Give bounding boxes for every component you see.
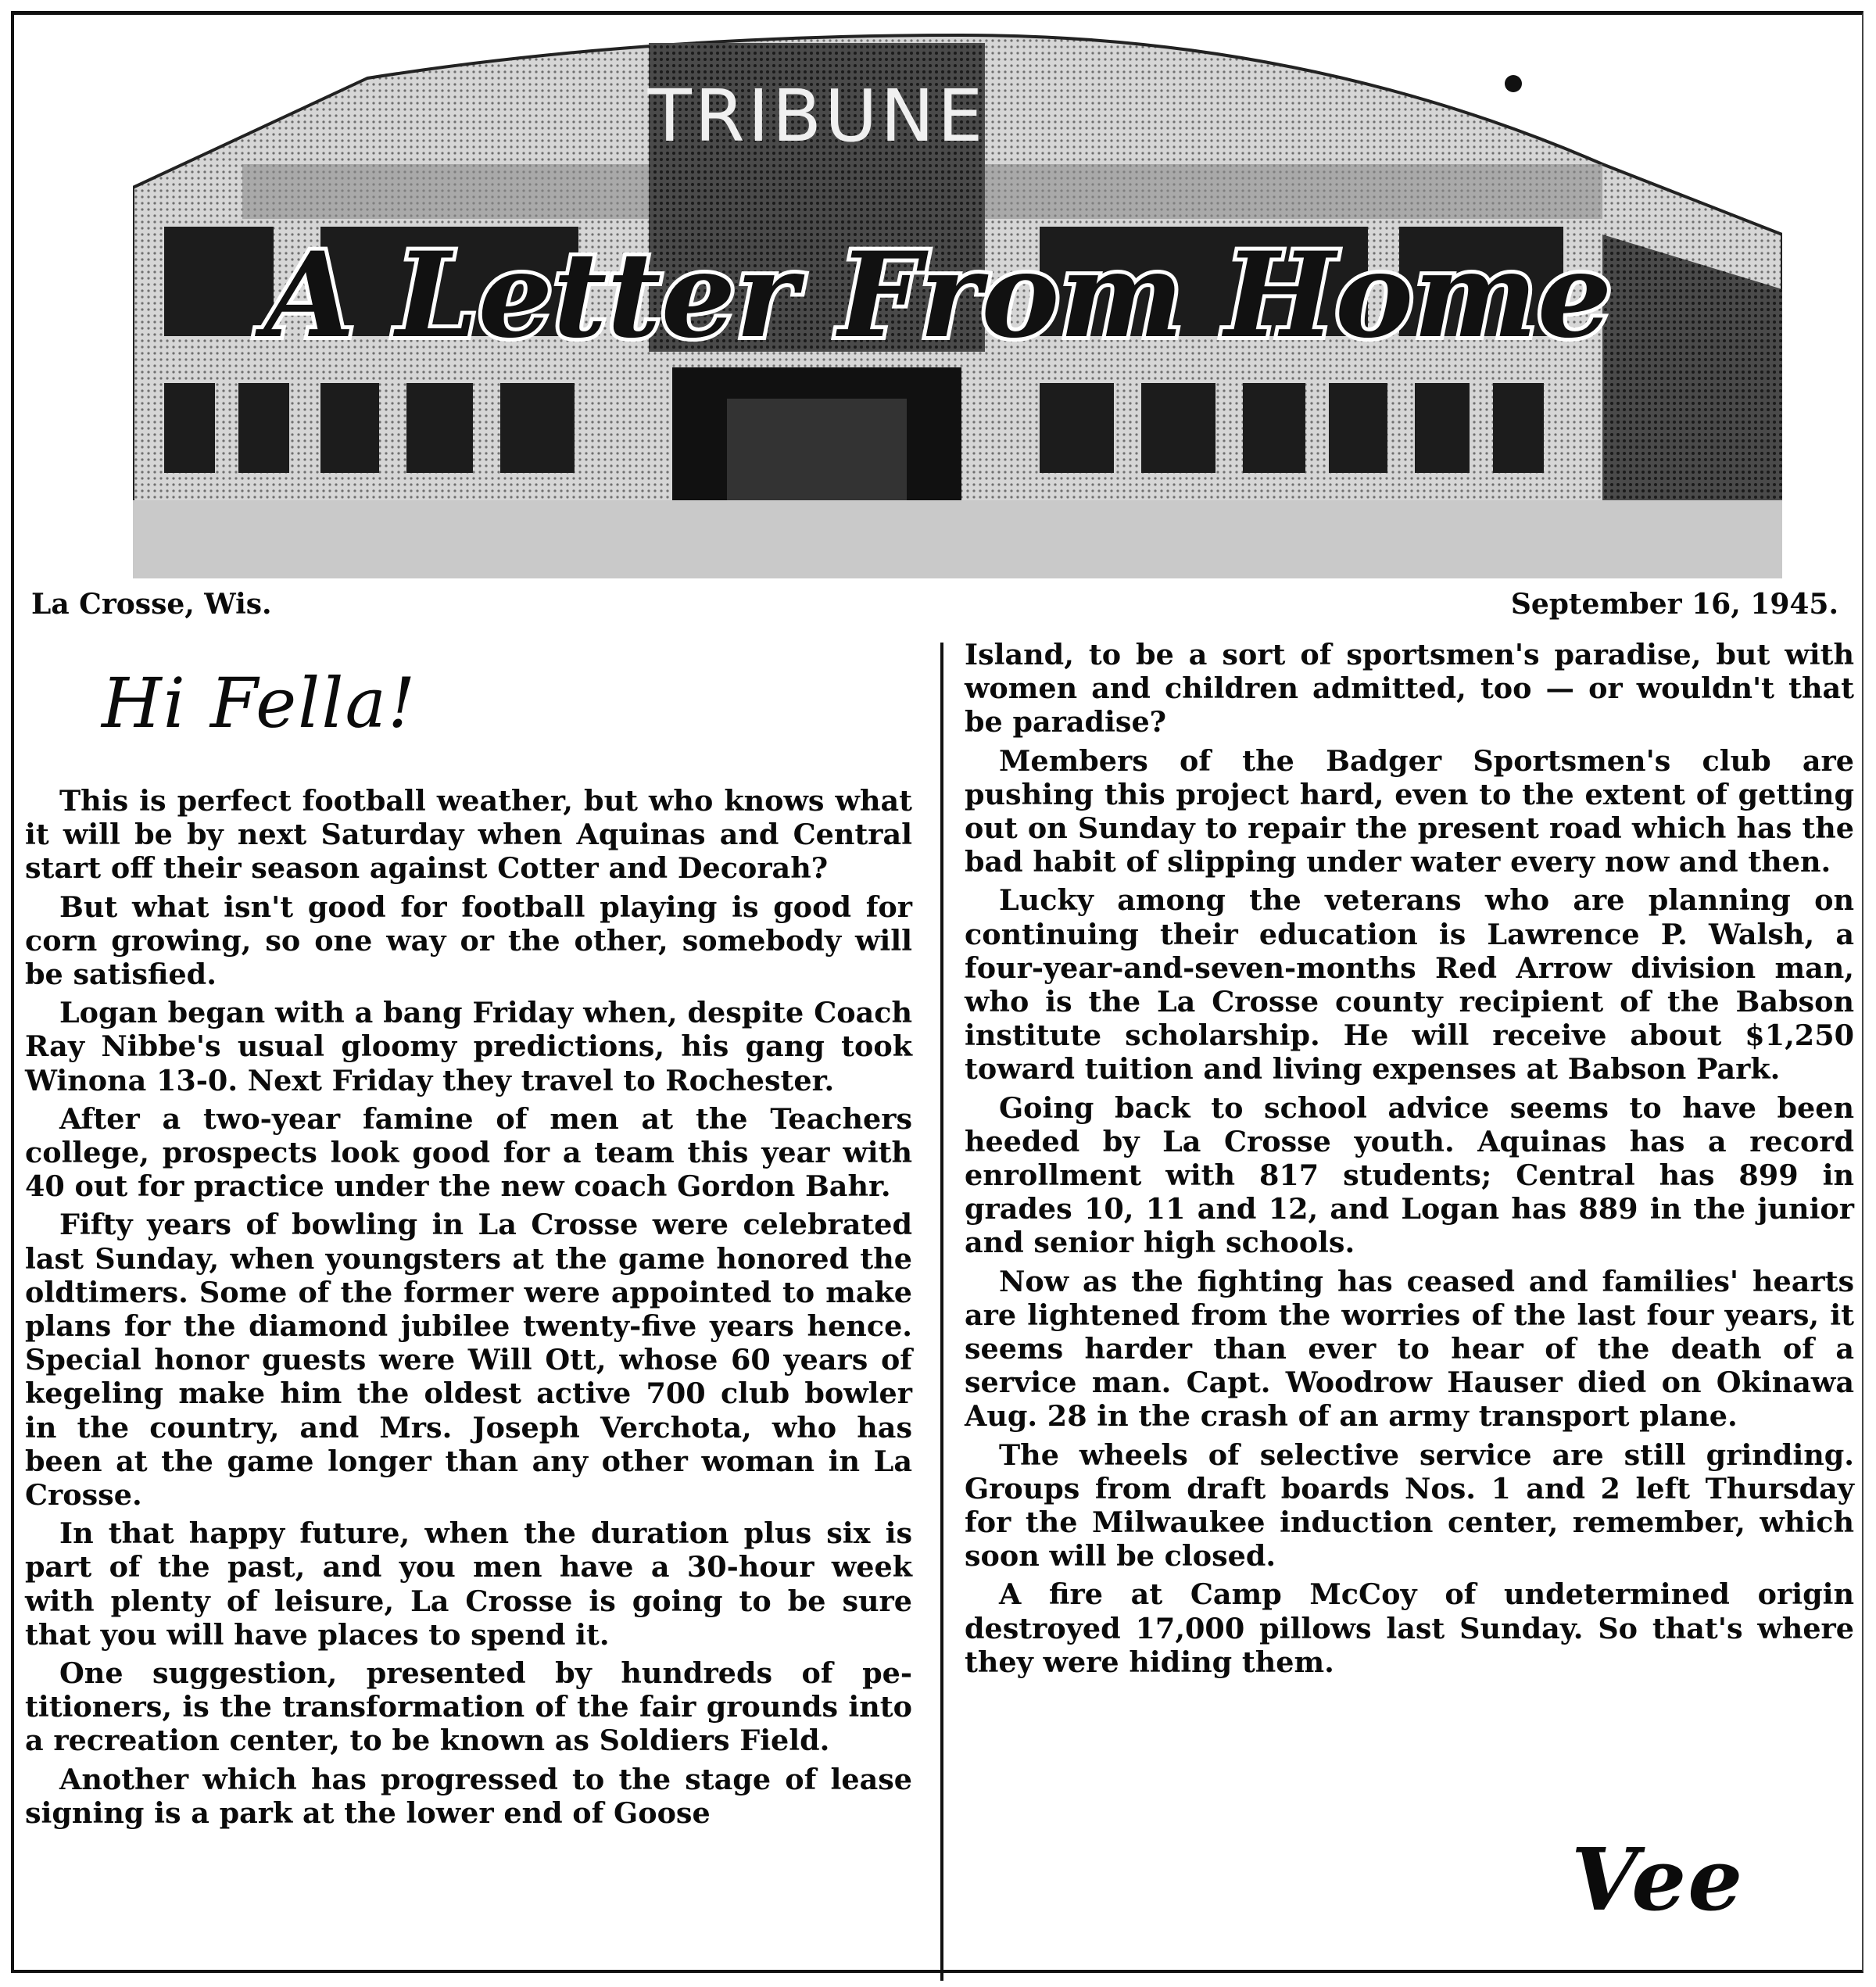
handwritten-greeting: Hi Fella!	[102, 663, 417, 743]
paragraph: Fifty years of bowling in La Crosse were celebrated last Sunday, when youngsters at the game honored the oldtimers. Some of the former were appointed to make plans for the diamond jubilee twenty-five years hence. Special honor guests were Will Ott, whose 60 years of kegeling make him the oldest active 700 club bowler in the country, and Mrs. Joseph Verchota, who has been at the game longer than any other woman in La Crosse.	[25, 1208, 912, 1513]
paragraph: But what isn't good for football playing is good for corn growing, so one way or the other, somebody will be satisfied.	[25, 890, 912, 992]
paragraph: The wheels of selective service are still grinding. Groups from draft boards Nos. 1 and 2 left Thursday for the Milwaukee induction center, remember, which soon will be closed.	[965, 1437, 1854, 1573]
article-column-left	[25, 784, 912, 1835]
masthead-illustration	[133, 31, 1782, 578]
paragraph: Now as the fighting has ceased and families' hearts are lightened from the worries of the last four years, it seems harder than ever to hear of the death of a service man. Capt. Woodrow Hauser died on Okinawa Aug. 28 in the crash of an army transport plane.	[965, 1264, 1854, 1434]
paragraph: Lucky among the veterans who are planning on continuing their education is Lawrence P. Walsh, a four-year-and-seven-months Red Arrow division man, who is the La Crosse county recipient of the Babson institute scholarship. He will receive about $1,250 toward tuition and living expenses at Babson Park.	[965, 883, 1854, 1087]
dateline-place: La Crosse, Wis.	[31, 588, 272, 621]
paragraph: Another which has progressed to the stage of lease signing is a park at the lower end of Goose	[25, 1762, 912, 1830]
paragraph: This is perfect football weather, but who knows what it will be by next Saturday when Aquinas and Central start off their season against Cotter and Decorah?	[25, 784, 912, 886]
paragraph: Logan began with a bang Friday when, despite Coach Ray Nibbe's usual gloomy predictions, his gang took Winona 13-0. Next Friday they travel to Rochester.	[25, 996, 912, 1097]
paragraph: In that happy future, when the duration plus six is part of the past, and you men have a 30-hour week with plenty of leisure, La Crosse is going to be sure that you will have places to spend it.	[25, 1516, 912, 1652]
dateline-date: September 16, 1945.	[1510, 588, 1838, 621]
handwritten-signature: Vee	[1571, 1829, 1745, 1930]
paragraph: Going back to school advice seems to have been heeded by La Crosse youth. Aquinas has a record enrollment with 817 students; Central has 899 in grades 10, 11 and 12, and Logan has 889 in the junior and senior high schools.	[965, 1090, 1854, 1260]
paragraph-continuation: Island, to be a sort of sportsmen's paradise, but with women and children admitted, too — or wouldn't that be paradise?	[965, 638, 1854, 739]
paragraph: One suggestion, presented by hundreds of petitioners, is the transformation of the fair grounds into a recreation center, to be known as Soldiers Field.	[25, 1656, 912, 1758]
paragraph: Members of the Badger Sportsmen's club are pushing this project hard, even to the extent of getting out on Sunday to repair the present road which has the bad habit of slipping under water every now and then.	[965, 743, 1854, 879]
paragraph: A fire at Camp McCoy of undetermined origin destroyed 17,000 pillows last Sunday. So that's where they were hiding them.	[965, 1577, 1854, 1679]
article-column-right	[965, 638, 1854, 1684]
tribune-sign: TRIBUNE	[647, 74, 986, 158]
paragraph: After a two-year famine of men at the Teachers college, prospects look good for a team this year with 40 out for practice under the new coach Gordon Bahr.	[25, 1101, 912, 1204]
masthead-script-title: A Letter From Home	[263, 227, 1613, 364]
ink-speck	[1505, 75, 1522, 92]
column-divider	[940, 643, 943, 1981]
